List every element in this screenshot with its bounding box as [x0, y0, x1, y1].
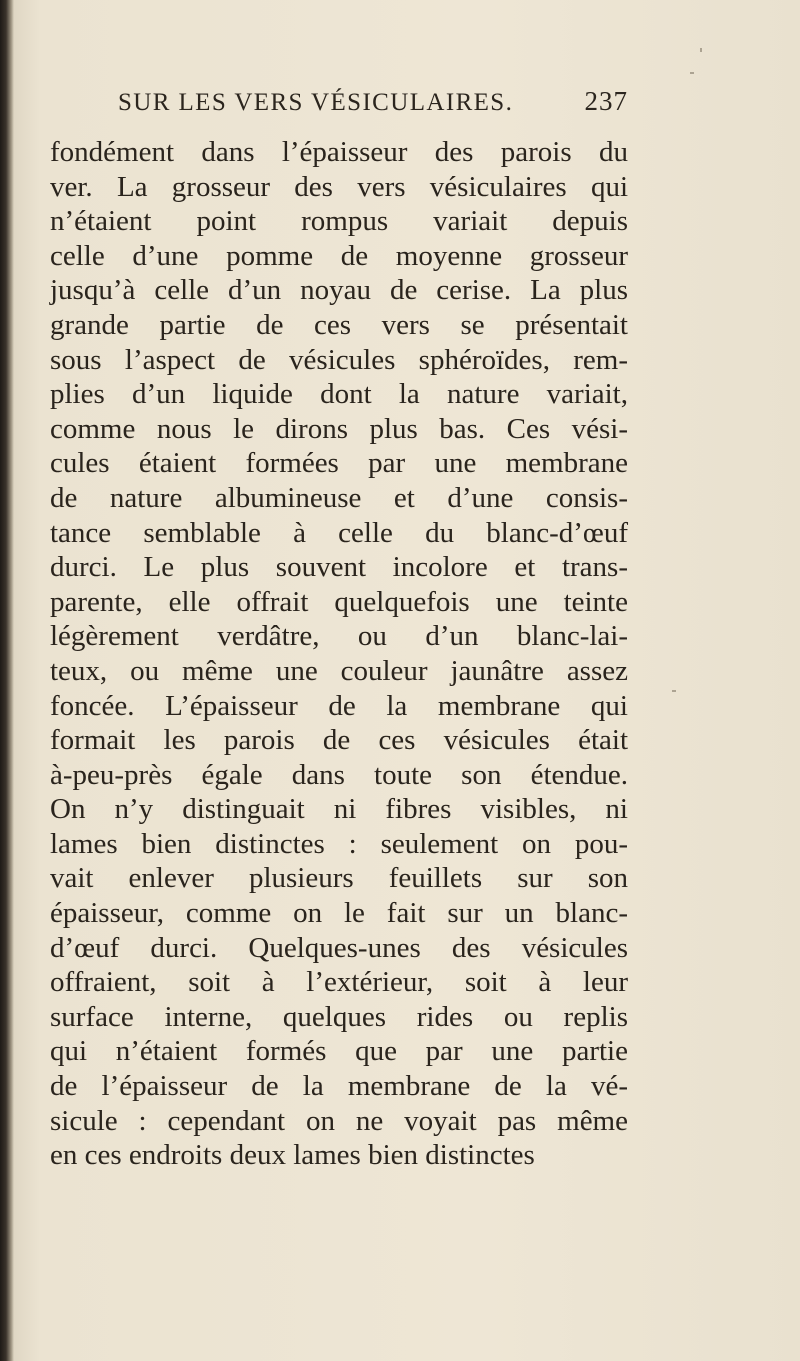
text-line: parente, elle offrait quelquefois une teinte — [50, 585, 628, 618]
text-line: tance semblable à celle du blanc-d’œuf — [50, 516, 628, 549]
text-line: durci. Le plus souvent incolore et trans- — [50, 551, 628, 584]
text-line: ver. La grosseur des vers vésiculaires qui — [50, 170, 628, 203]
text-line: vait enlever plusieurs feuillets sur son — [50, 862, 628, 895]
text-line: plies d’un liquide dont la nature variait, — [50, 378, 628, 411]
text-line: comme nous le dirons plus bas. Ces vési- — [50, 412, 628, 445]
running-head — [118, 86, 628, 126]
text-line: formait les parois de ces vésicules était — [50, 724, 628, 757]
paper-speck — [700, 48, 702, 52]
text-line: d’œuf durci. Quelques-unes des vésicules — [50, 931, 628, 964]
text-line: grande partie de ces vers se présentait — [50, 308, 628, 341]
text-line: légèrement verdâtre, ou d’un blanc-lai- — [50, 620, 628, 653]
paper-speck — [672, 690, 676, 692]
text-line: teux, ou même une couleur jaunâtre assez — [50, 654, 628, 687]
text-line: lames bien distinctes : seulement on pou- — [50, 827, 628, 860]
page-number: 237 — [584, 86, 628, 116]
text-line: qui n’étaient formés que par une partie — [50, 1035, 628, 1068]
text-line: fondément dans l’épaisseur des parois du — [50, 136, 628, 168]
body-text — [50, 135, 628, 1173]
book-gutter — [0, 0, 14, 1361]
text-line: sous l’aspect de vésicules sphéroïdes, rem- — [50, 343, 628, 376]
text-line: foncée. L’épaisseur de la membrane qui — [50, 689, 628, 722]
running-title: SUR LES VERS VÉSICULAIRES. — [118, 89, 514, 116]
text-line: de nature albumineuse et d’une consis- — [50, 481, 628, 514]
text-line: à-peu-près égale dans toute son étendue. — [50, 758, 628, 791]
text-line: n’étaient point rompus variait depuis — [50, 205, 628, 238]
text-line: offraient, soit à l’extérieur, soit à leur — [50, 966, 628, 999]
text-line: cules étaient formées par une membrane — [50, 447, 628, 480]
text-line: On n’y distinguait ni fibres visibles, ni — [50, 793, 628, 826]
text-line: en ces endroits deux lames bien distinctes — [50, 1139, 535, 1172]
text-line: celle d’une pomme de moyenne grosseur — [50, 239, 628, 272]
text-line: épaisseur, comme on le fait sur un blanc- — [50, 897, 628, 930]
text-line: de l’épaisseur de la membrane de la vé- — [50, 1070, 628, 1103]
text-line: surface interne, quelques rides ou replis — [50, 1000, 628, 1033]
paper-speck — [690, 72, 694, 74]
text-line: sicule : cependant on ne voyait pas même — [50, 1104, 628, 1137]
text-line: jusqu’à celle d’un noyau de cerise. La plus — [50, 274, 628, 307]
